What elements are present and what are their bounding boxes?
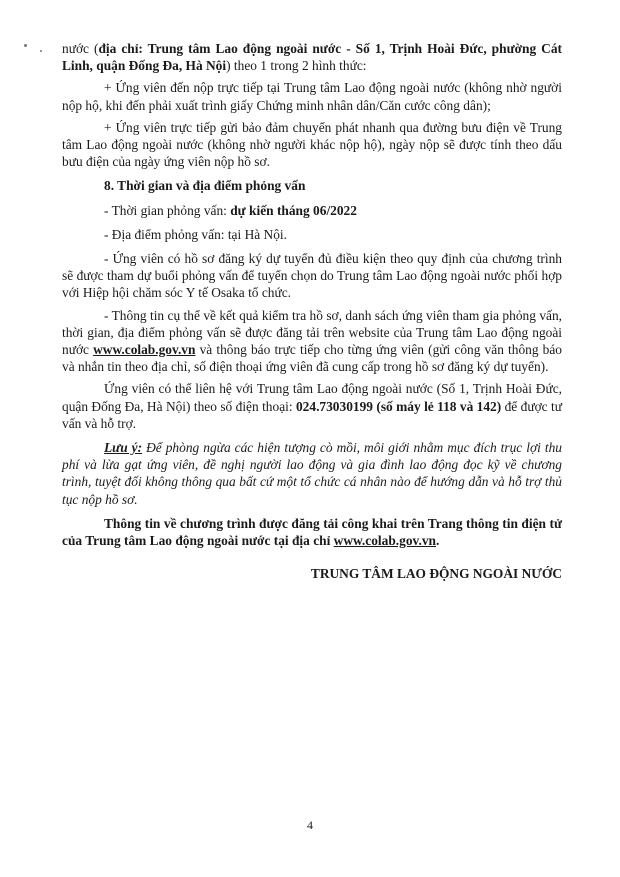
note-paragraph: Lưu ý: Để phòng ngừa các hiện tượng cò mồi, môi giới nhằm mục đích trục lợi thu phí và lừa gạt ứng viên, đề nghị người lao động và gia đình lao động đọc kỹ về chương trình, tuyệt đối không thông qua bất cứ một tổ chức cá nhân nào để hướng dẫn và hỗ trợ thủ tục nộp hồ sơ. <box>62 440 562 507</box>
interview-time-value: dự kiến tháng 06/2022 <box>230 202 357 218</box>
publication-link[interactable]: www.colab.gov.vn <box>333 533 436 549</box>
submission-option-in-person: + Ứng viên đến nộp trực tiếp tại Trung tâm Lao động ngoài nước (không nhờ người nộp hộ, khi đến phải xuất trình giấy Chứng minh nhân dân/Căn cước công dân); <box>62 80 562 113</box>
interview-time: - Thời gian phỏng vấn: dự kiến tháng 06/2022 <box>104 202 357 218</box>
note-label: Lưu ý: <box>104 440 143 456</box>
document-page <box>62 40 562 549</box>
section-8-heading: 8. Thời gian và địa điểm phỏng vấn <box>104 178 306 194</box>
page-number: 4 <box>307 818 313 832</box>
scan-speck <box>40 50 42 52</box>
eligible-candidates: - Ứng viên có hồ sơ đăng ký dự tuyển đủ điều kiện theo quy định của chương trình sẽ được tham dự buổi phỏng vấn để tuyển chọn do Trung tâm Lao động ngoài nước phối hợp với Hiệp hội chăm sóc Y tế Osaka tổ chức. <box>62 251 562 301</box>
address-paragraph: nước (địa chỉ: Trung tâm Lao động ngoài nước - Số 1, Trịnh Hoài Đức, phường Cát Linh, quận Đống Đa, Hà Nội) theo 1 trong 2 hình thức: <box>62 41 562 74</box>
interview-details: - Thông tin cụ thể về kết quả kiểm tra hồ sơ, danh sách ứng viên tham gia phỏng vấn, thời gian, địa điểm phỏng vấn sẽ được đăng tải trên website của Trung tâm Lao động ngoài nước www.colab.gov.vn và thông báo trực tiếp cho từng ứng viên (gửi công văn thông báo và nhắn tin theo địa chỉ, số điện thoại ứng viên đã cung cấp trong hồ sơ đăng ký dự tuyển). <box>62 307 563 375</box>
scan-speck <box>24 44 27 47</box>
contact-paragraph: Ứng viên có thể liên hệ với Trung tâm Lao động ngoài nước (Số 1, Trịnh Hoài Đức, quận Đống Đa, Hà Nội) theo số điện thoại: 024.73030199 (số máy lẻ 118 và 142) để được tư vấn và hỗ trợ. <box>62 381 562 431</box>
website-link[interactable]: www.colab.gov.vn <box>93 342 196 358</box>
interview-place: - Địa điểm phỏng vấn: tại Hà Nội. <box>104 226 287 242</box>
signature-block: TRUNG TÂM LAO ĐỘNG NGOÀI NƯỚC <box>310 566 562 581</box>
publication-paragraph: Thông tin về chương trình được đăng tải công khai trên Trang thông tin điện tử của Trung tâm Lao động ngoài nước tại địa chỉ www.colab.gov.vn. <box>62 515 562 549</box>
center-address: địa chỉ: Trung tâm Lao động ngoài nước - Số 1, Trịnh Hoài Đức, phường Cát Linh, quận Đống Đa, Hà Nội <box>62 41 562 74</box>
submission-option-post: + Ứng viên trực tiếp gửi bảo đảm chuyển phát nhanh qua đường bưu điện về Trung tâm Lao động ngoài nước (không nhờ người khác nộp hộ), ngày nộp sẽ được tính theo dấu bưu điện của ngày ứng viên nộp hồ sơ. <box>62 119 562 170</box>
contact-phone: 024.73030199 (số máy lẻ 118 và 142) <box>295 398 502 414</box>
